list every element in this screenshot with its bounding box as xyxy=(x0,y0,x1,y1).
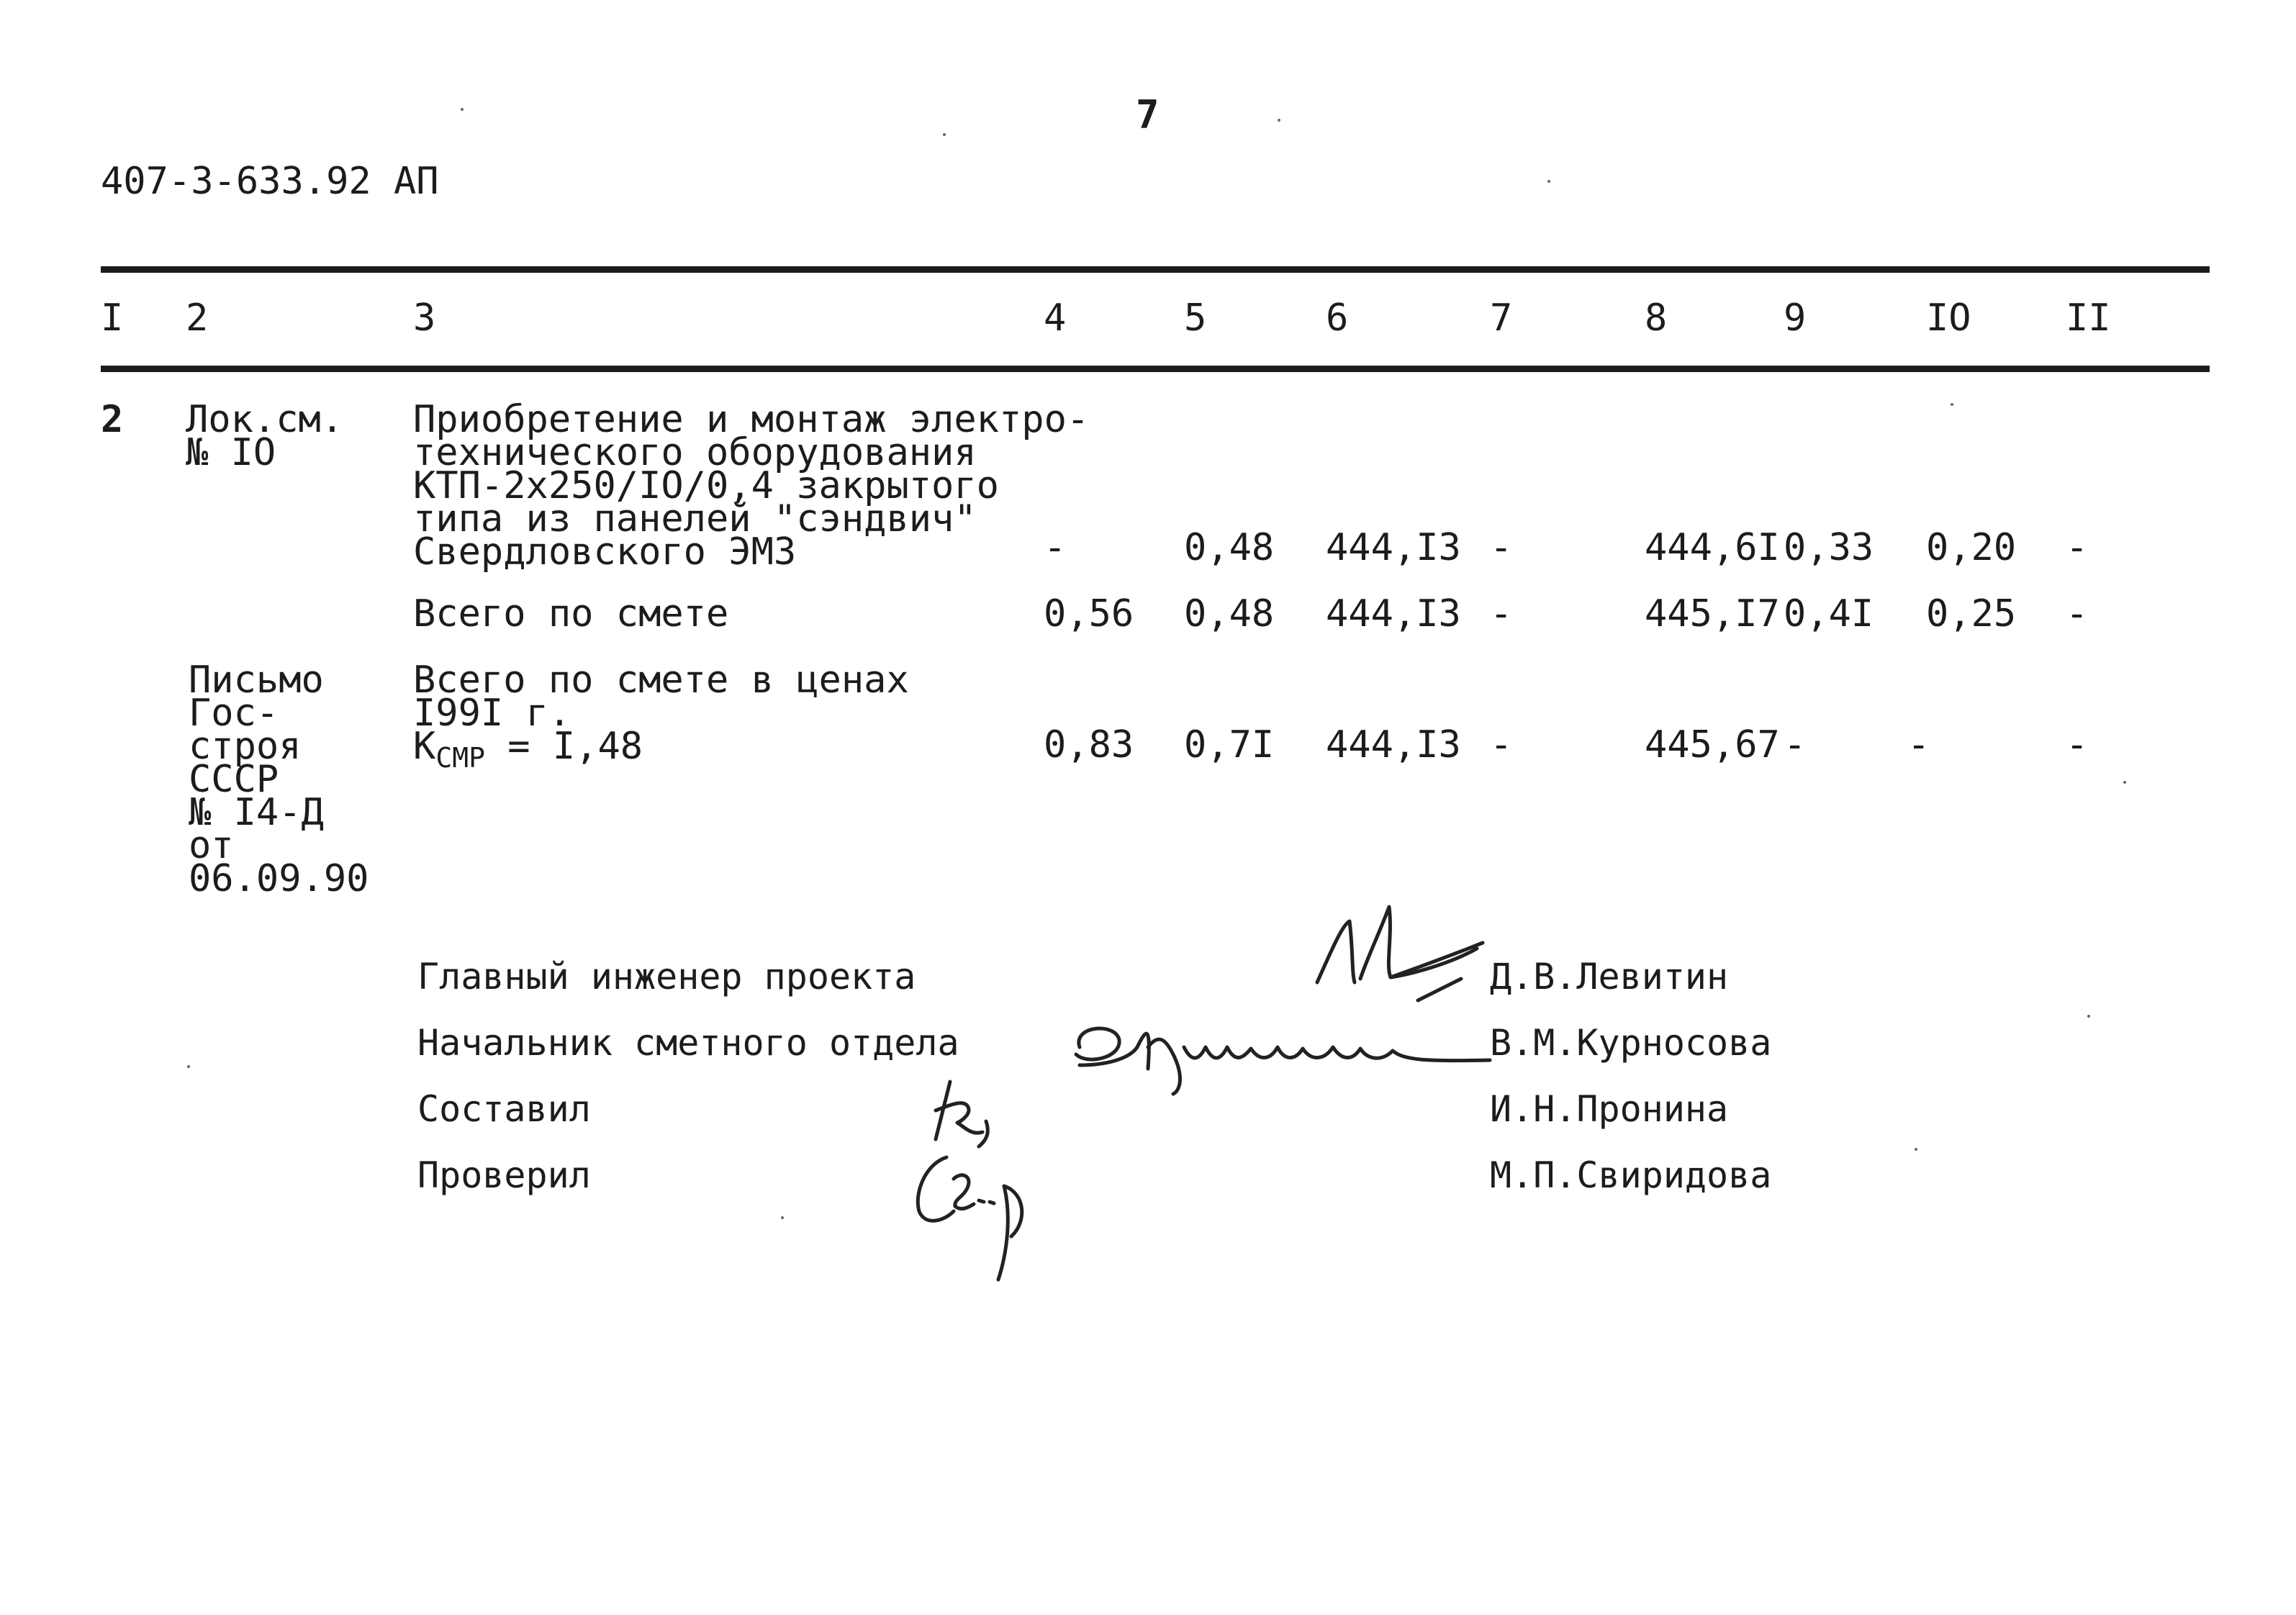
column-header-5: 5 xyxy=(1184,297,1207,340)
row1-col6: 444,I3 xyxy=(1326,526,1461,569)
coefficient-value: = I,48 xyxy=(484,725,643,768)
row1-basis-line: Лок.см. xyxy=(186,398,344,441)
column-header-7: 7 xyxy=(1490,297,1513,340)
row1-col10: 0,20 xyxy=(1926,526,2017,569)
handwritten-signature-levitin xyxy=(1310,892,1497,1008)
signature-role-compiled-by: Составил xyxy=(417,1088,591,1130)
scan-speck xyxy=(1278,119,1280,122)
row3-basis-line: Письмо xyxy=(189,659,324,702)
row3-basis-line: от xyxy=(189,824,234,867)
column-header-1: I xyxy=(101,297,124,340)
row3-col5: 0,7I xyxy=(1184,723,1275,766)
row2-col9: 0,4I xyxy=(1784,592,1874,635)
row1-name-line: типа из панелей "сэндвич" xyxy=(413,497,977,540)
row3-coefficient xyxy=(413,725,909,774)
row3-basis-line: № I4-Д xyxy=(189,791,324,834)
row2-col6: 444,I3 xyxy=(1326,592,1461,635)
row3-col11: - xyxy=(2066,723,2089,766)
row1-name-line: КТП-2х250/IO/0,4 закрытого xyxy=(413,464,999,507)
column-header-3: 3 xyxy=(413,297,436,340)
column-header-9: 9 xyxy=(1784,297,1807,340)
scan-speck xyxy=(1547,180,1550,183)
scan-speck xyxy=(461,108,464,111)
column-header-4: 4 xyxy=(1044,297,1067,340)
row2-col5: 0,48 xyxy=(1184,592,1275,635)
row1-number: 2 xyxy=(101,398,124,441)
row1-name-line: Свердловского ЭМЗ xyxy=(413,530,797,574)
row3-name xyxy=(413,659,909,774)
row2-col8: 445,I7 xyxy=(1645,592,1780,635)
row3-col6: 444,I3 xyxy=(1326,723,1461,766)
row2-col4: 0,56 xyxy=(1044,592,1134,635)
row1-basis xyxy=(186,398,344,474)
row2-col7: - xyxy=(1490,592,1513,635)
column-header-8: 8 xyxy=(1645,297,1668,340)
handwritten-initials-pronina xyxy=(921,1071,1000,1150)
scan-speck xyxy=(2087,1015,2090,1018)
row1-name-line: Приобретение и монтаж электро- xyxy=(413,398,1090,441)
scan-speck xyxy=(1915,1148,1917,1151)
signature-name-estimate-head: В.М.Курносова xyxy=(1490,1022,1772,1064)
signature-role-chief-engineer: Главный инженер проекта xyxy=(417,956,916,998)
row1-col8: 444,6I xyxy=(1645,526,1780,569)
row3-col8: 445,67 xyxy=(1645,723,1780,766)
row3-basis-line: Гос- xyxy=(189,692,279,735)
coefficient-subscript: СМР xyxy=(435,742,485,774)
row1-col7: - xyxy=(1490,526,1513,569)
row1-name xyxy=(413,398,1090,574)
document-code: 407-3-633.92 АП xyxy=(101,160,439,203)
row1-col4: - xyxy=(1044,526,1067,569)
table-top-rule xyxy=(101,266,2210,273)
scan-speck xyxy=(943,133,946,136)
row3-basis-line: строя xyxy=(189,725,302,768)
row1-col9: 0,33 xyxy=(1784,526,1874,569)
scan-speck xyxy=(1951,403,1953,406)
column-header-10: IO xyxy=(1926,297,1971,340)
row1-basis-line: № IO xyxy=(186,431,276,474)
table-header-rule xyxy=(101,366,2210,372)
row3-name-line: Всего по смете в ценах xyxy=(413,659,909,702)
signature-name-checked-by: М.П.Свиридова xyxy=(1490,1154,1772,1196)
signature-role-checked-by: Проверил xyxy=(417,1154,591,1196)
row3-basis xyxy=(189,659,369,900)
row2-col10: 0,25 xyxy=(1926,592,2017,635)
row3-basis-line: 06.09.90 xyxy=(189,857,369,900)
page-number: 7 xyxy=(1136,92,1160,137)
row1-col5: 0,48 xyxy=(1184,526,1275,569)
row2-col11: - xyxy=(2066,592,2089,635)
row2-name: Всего по смете xyxy=(413,592,729,635)
row3-col7: - xyxy=(1490,723,1513,766)
signature-role-estimate-head: Начальник сметного отдела xyxy=(417,1022,959,1064)
row1-col11: - xyxy=(2066,526,2089,569)
row3-name-line: I99I г. xyxy=(413,692,571,735)
row3-col10: - xyxy=(1907,723,1930,766)
column-header-2: 2 xyxy=(186,297,209,340)
scan-speck xyxy=(187,1065,190,1068)
scan-speck xyxy=(2123,781,2126,784)
signature-name-compiled-by: И.Н.Пронина xyxy=(1490,1088,1729,1130)
row3-col4: 0,83 xyxy=(1044,723,1134,766)
column-header-11: II xyxy=(2066,297,2111,340)
row3-col9: - xyxy=(1784,723,1807,766)
column-header-6: 6 xyxy=(1326,297,1349,340)
row1-name-line: технического оборудования xyxy=(413,431,977,474)
signature-name-chief-engineer: Д.В.Левитин xyxy=(1490,956,1729,998)
row3-basis-line: СССР xyxy=(189,758,279,801)
coefficient-symbol: К xyxy=(413,725,436,768)
handwritten-signature-sviridova xyxy=(903,1143,1062,1294)
handwritten-signature-kurnosova xyxy=(1065,1004,1490,1098)
scan-speck xyxy=(781,1216,784,1219)
